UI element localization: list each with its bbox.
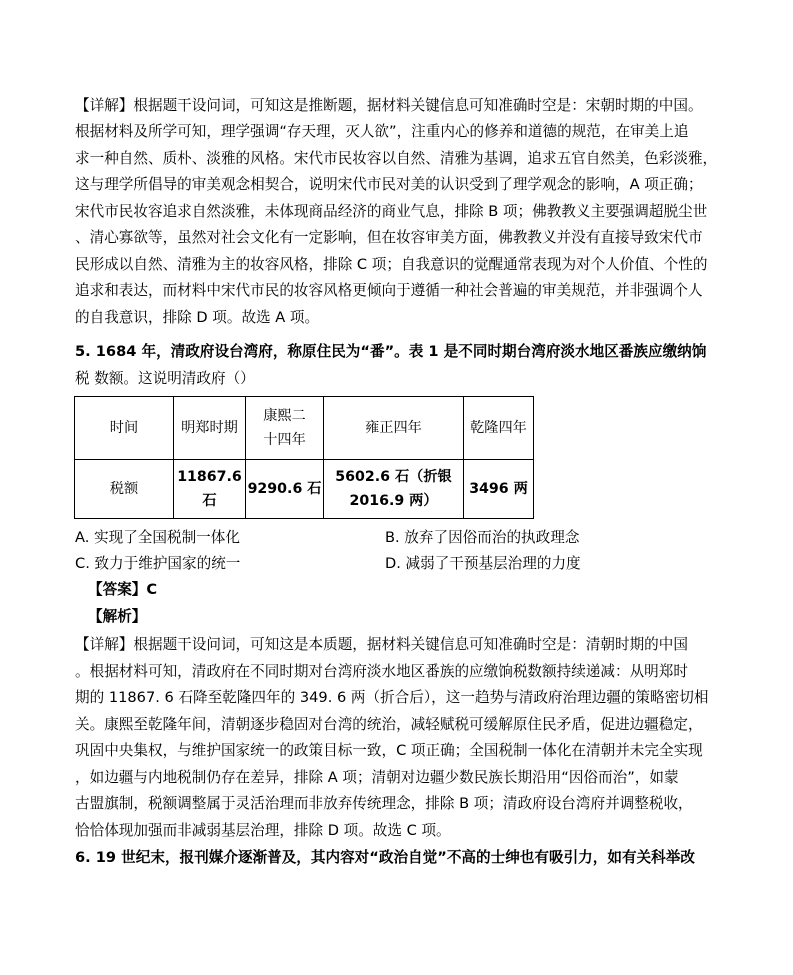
option-b: B. 放弃了因俗而治的执政理念 (385, 529, 580, 546)
table-cell: 11867.6 石 (174, 460, 246, 519)
q6-stem-line-1: 6. 19 世纪末，报刊媒介逐渐普及，其内容对“政治自觉”不高的士绅也有吸引力，如有关科举改 (75, 849, 695, 866)
q5-explanation-line-2: 。根据材料可知，清政府在不同时期对台湾府淡水地区番族的应缴饷税数额持续递减：从明郑时 (75, 663, 688, 680)
option-d: D. 减弱了干预基层治理的力度 (385, 555, 581, 572)
option-c: C. 致力于维护国家的统一 (75, 555, 241, 572)
table-header-cell: 时间 (75, 397, 174, 460)
analysis-label: 【解析】 (88, 608, 147, 625)
q5-explanation-line-8: 恰恰体现加强而非减弱基层治理，排除 D 项。故选 C 项。 (75, 822, 451, 839)
q5-explanation-line-3: 期的 11867. 6 石降至乾隆四年的 349. 6 两（折合后），这一趋势与清政府治理边疆的策略密切相 (75, 689, 709, 706)
table-cell: 9290.6 石 (246, 460, 324, 519)
q4-explanation-line-1: 【详解】根据题干设问词，可知这是推断题，据材料关键信息可知准确时空是：宋朝时期的中国。 (75, 97, 703, 114)
tax-table (74, 396, 534, 519)
q5-explanation-line-7: 古盟旗制，税额调整属于灵活治理而非放弃传统理念，排除 B 项；清政府设台湾府并调整税收， (75, 795, 693, 812)
q5-explanation-line-1: 【详解】根据题干设问词，可知这是本质题，据材料关键信息可知准确时空是：清朝时期的中国 (75, 636, 688, 653)
table-header-cell: 明郑时期 (174, 397, 246, 460)
q4-explanation-line-5: 宋代市民妆容追求自然淡雅，未体现商品经济的商业气息，排除 B 项；佛教教义主要强调超脱尘世 (75, 203, 708, 220)
table-header-cell: 雍正四年 (324, 397, 464, 460)
q4-explanation-line-3: 求一种自然、质朴、淡雅的风格。宋代市民妆容以自然、清雅为基调，追求五官自然美，色彩淡雅， (75, 150, 718, 167)
table-row-label: 税额 (75, 460, 174, 519)
q5-stem-line-1: 5. 1684 年，清政府设台湾府，称原住民为“番”。表 1 是不同时期台湾府淡水地区番族应缴纳饷 (75, 343, 707, 360)
table-header-cell: 乾隆四年 (464, 397, 534, 460)
table-row (75, 460, 534, 519)
table-cell: 5602.6 石（折银 2016.9 两） (324, 460, 464, 519)
table-header-cell: 康熙二十四年 (246, 397, 324, 460)
q5-explanation-line-4: 关。康熙至乾隆年间，清朝逐步稳固对台湾的统治，减轻赋税可缓解原住民矛盾，促进边疆稳定， (75, 716, 703, 733)
answer-label: 【答案】C (88, 581, 158, 598)
table-cell: 3496 两 (464, 460, 534, 519)
q5-stem-line-2: 税 数额。这说明清政府（） (75, 370, 255, 387)
q4-explanation-line-4: 这与理学所倡导的审美观念相契合，说明宋代市民对美的认识受到了理学观念的影响，A 项正确； (75, 176, 703, 193)
q5-explanation-line-5: 巩固中央集权，与维护国家统一的政策目标一致，C 项正确；全国税制一体化在清朝并未完全实现 (75, 742, 703, 759)
option-a: A. 实现了全国税制一体化 (75, 529, 240, 546)
q4-explanation-line-2: 根据材料及所学可知，理学强调“存天理，灭人欲”，注重内心的修养和道德的规范，在审美上追 (75, 123, 689, 140)
q4-explanation-line-8: 追求和表达，而材料中宋代市民的妆容风格更倾向于遵循一种社会普遍的审美规范，并非强调个人 (75, 282, 703, 299)
q5-explanation-line-6: ，如边疆与内地税制仍存在差异，排除 A 项；清朝对边疆少数民族长期沿用“因俗而治”，如蒙 (75, 769, 679, 786)
q4-explanation-line-7: 民形成以自然、清雅为主的妆容风格，排除 C 项；自我意识的觉醒通常表现为对个人价值、个性的 (75, 256, 708, 273)
q4-explanation-line-9: 的自我意识，排除 D 项。故选 A 项。 (75, 309, 320, 326)
table-header-row (75, 397, 534, 460)
q4-explanation-line-6: 、清心寡欲等，虽然对社会文化有一定影响，但在妆容审美方面，佛教教义并没有直接导致宋代市 (75, 229, 703, 246)
